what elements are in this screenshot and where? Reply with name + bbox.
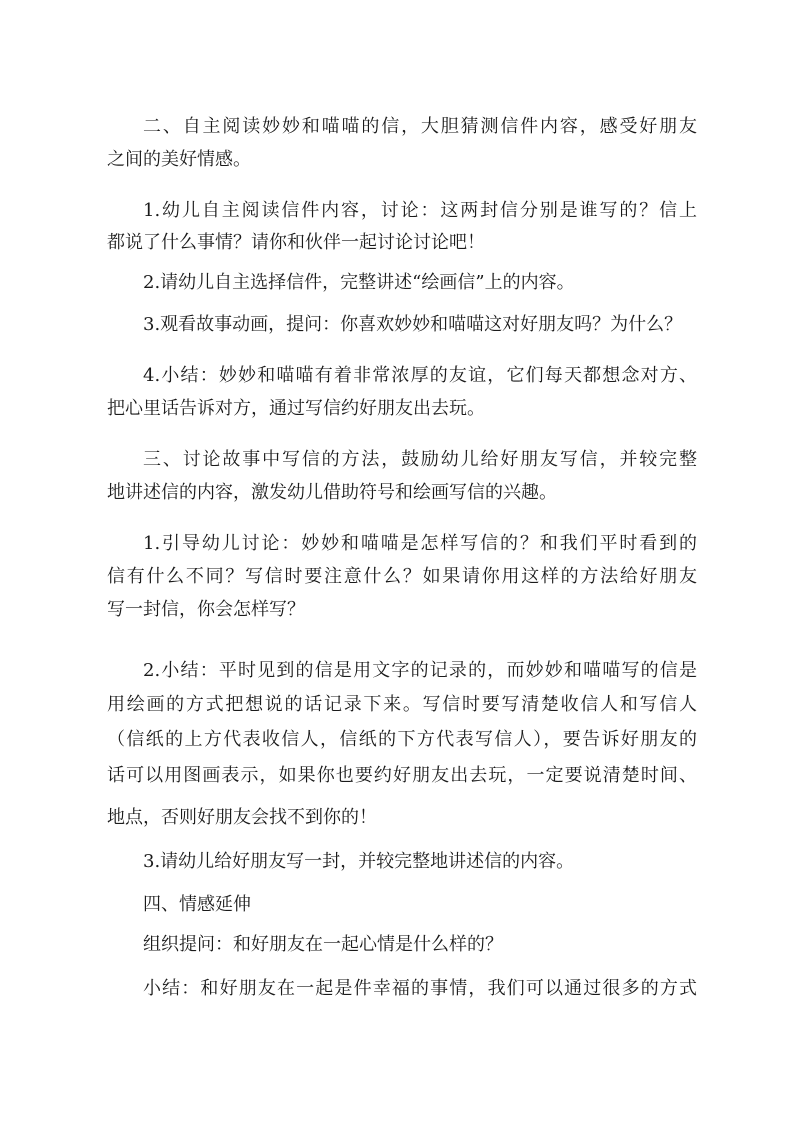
section-2-heading-line-2: 之间的美好情感。: [107, 149, 251, 170]
item-2-2: 2.请幼儿自主选择信件，完整讲述“绘画信”上的内容。: [143, 272, 575, 293]
item-3-2-line-3: （信纸的上方代表收信人，信纸的下方代表写信人），要告诉好朋友的: [107, 729, 697, 750]
section-2-heading-line-1: 二、自主阅读妙妙和喵喵的信，大胆猜测信件内容，感受好朋友: [143, 116, 697, 137]
item-3-2-line-4: 话可以用图画表示，如果你也要约好朋友出去玩，一定要说清楚时间、: [107, 765, 697, 786]
section-3-heading-line-2: 地讲述信的内容，激发幼儿借助符号和绘画写信的兴趣。: [107, 482, 557, 503]
item-3-1-line-2: 信有什么不同？写信时要注意什么？如果请你用这样的方法给好朋友: [107, 566, 697, 587]
item-3-2-line-1: 2.小结：平时见到的信是用文字的记录的，而妙妙和喵喵写的信是: [143, 660, 697, 681]
item-2-3: 3.观看故事动画，提问：你喜欢妙妙和喵喵这对好朋友吗？为什么？: [143, 314, 683, 335]
item-2-4-line-1: 4.小结：妙妙和喵喵有着非常浓厚的友谊，它们每天都想念对方、: [143, 365, 697, 386]
item-3-1-line-3: 写一封信，你会怎样写？: [107, 599, 305, 620]
item-3-3: 3.请幼儿给好朋友写一封，并较完整地讲述信的内容。: [143, 851, 575, 872]
section-4-heading: 四、情感延伸: [143, 894, 251, 915]
section-3-heading-line-1: 三、讨论故事中写信的方法，鼓励幼儿给好朋友写信，并较完整: [143, 449, 697, 470]
item-3-2-line-2: 用绘画的方式把想说的话记录下来。写信时要写清楚收信人和写信人: [107, 694, 697, 715]
summary-line-1: 小结：和好朋友在一起是件幸福的事情，我们可以通过很多的方式: [143, 978, 697, 999]
item-2-4-line-2: 把心里话告诉对方，通过写信约好朋友出去玩。: [107, 398, 485, 419]
item-3-2-line-5: 地点，否则好朋友会找不到你的！: [107, 807, 377, 828]
item-2-1-line-2: 都说了什么事情？请你和伙伴一起讨论讨论吧！: [107, 232, 485, 253]
item-2-1-line-1: 1.幼儿自主阅读信件内容，讨论：这两封信分别是谁写的？信上: [143, 200, 697, 221]
item-3-1-line-1: 1.引导幼儿讨论：妙妙和喵喵是怎样写信的？和我们平时看到的: [143, 533, 697, 554]
question-line: 组织提问：和好朋友在一起心情是什么样的？: [143, 934, 503, 955]
